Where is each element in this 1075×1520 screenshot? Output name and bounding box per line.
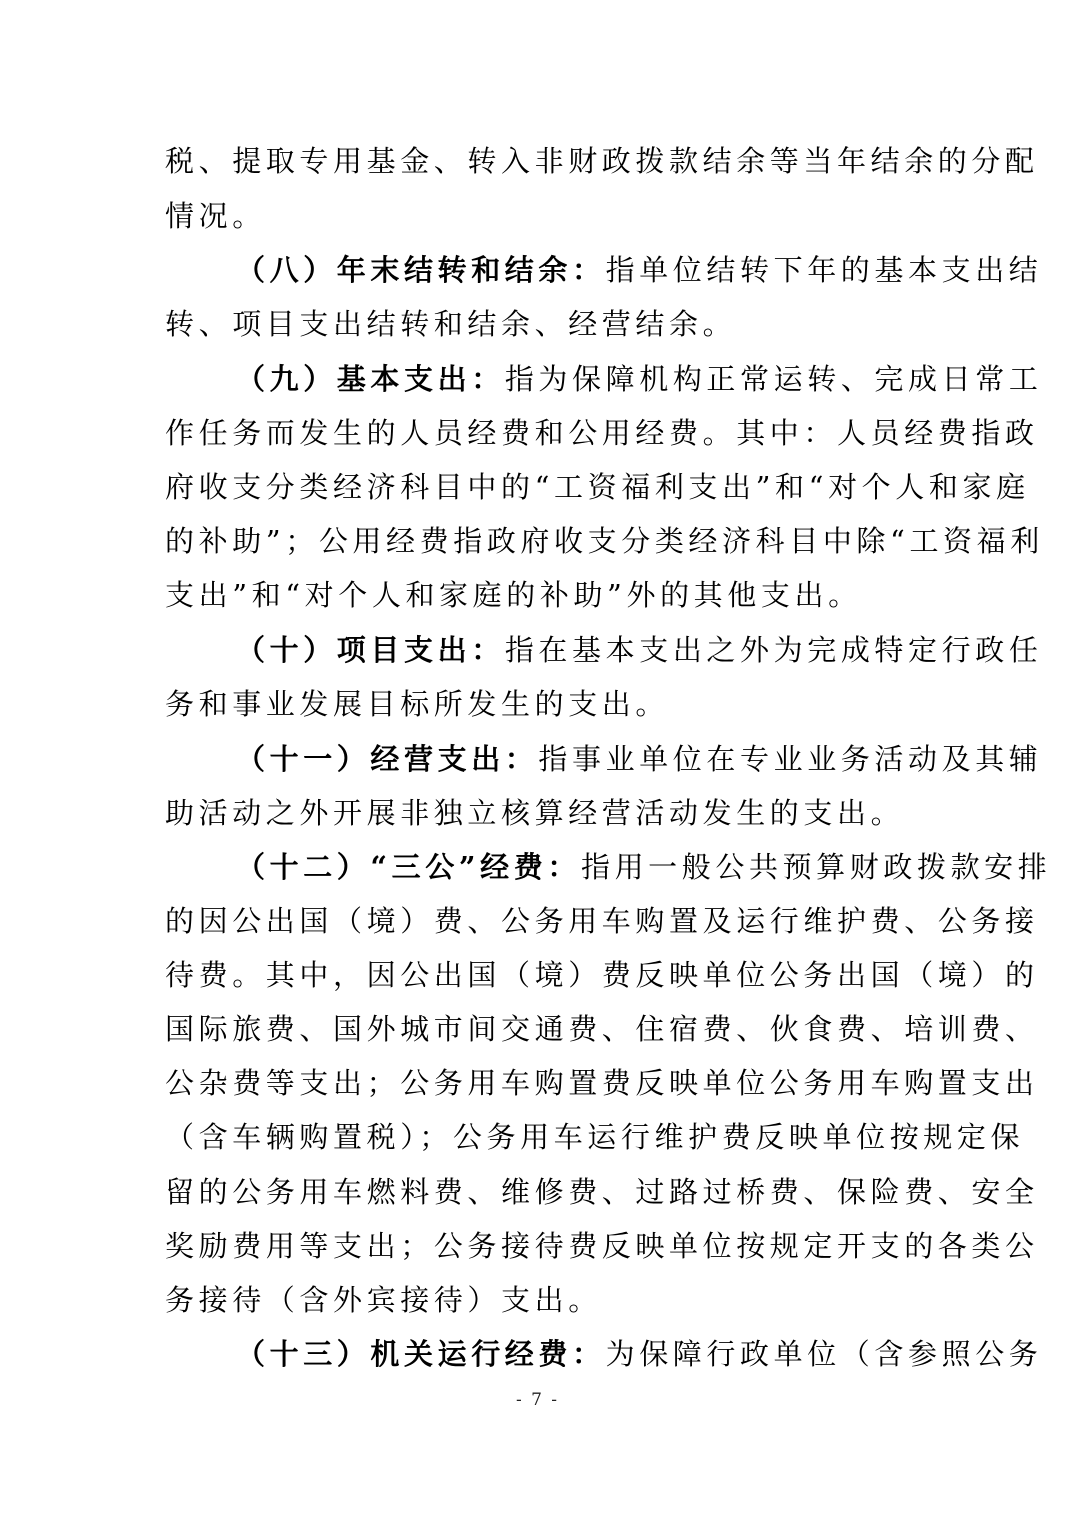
paragraph-line: 公杂费等支出；公务用车购置费反映单位公务用车购置支出 [165, 1066, 1039, 1100]
paragraph-line: （含车辆购置税）；公务用车运行维护费反映单位按规定保 [165, 1120, 1025, 1154]
section-heading-10: （十）项目支出： [236, 633, 505, 667]
paragraph-line: 转、项目支出结转和结余、经营结余。 [165, 307, 737, 341]
section-heading-11: （十一）经营支出： [236, 742, 539, 776]
section-heading-8: （八）年末结转和结余： [236, 253, 606, 287]
paragraph-line: 的因公出国（境）费、公务用车购置及运行维护费、公务接 [165, 904, 1039, 938]
paragraph-12-first-line [236, 841, 1075, 893]
paragraph-text: 为保障行政单位（含参照公务 [605, 1337, 1043, 1371]
paragraph-line: 助活动之外开展非独立核算经营活动发生的支出。 [165, 796, 905, 830]
paragraph-text: 指为保障机构正常运转、完成日常工 [504, 362, 1043, 396]
paragraph-line: 奖励费用等支出；公务接待费反映单位按规定开支的各类公 [165, 1229, 1039, 1263]
paragraph-text: 指在基本支出之外为完成特定行政任 [504, 633, 1043, 667]
page-number: - 7 - [515, 1390, 560, 1410]
paragraph-line: 作任务而发生的人员经费和公用经费。其中：人员经费指政 [165, 416, 1039, 450]
paragraph-line: 务接待（含外宾接待）支出。 [165, 1283, 602, 1317]
paragraph-line: 待费。其中，因公出国（境）费反映单位公务出国（境）的 [165, 958, 1039, 992]
paragraph-line: 国际旅费、国外城市间交通费、住宿费、伙食费、培训费、 [165, 1012, 1039, 1046]
paragraph-line: 支出”和“对个人和家庭的补助”外的其他支出。 [165, 578, 862, 612]
section-heading-12: （十二）“三公”经费： [236, 850, 581, 884]
paragraph-text: 指事业单位在专业业务活动及其辅 [538, 742, 1043, 776]
paragraph-line: 的补助”；公用经费指政府收支分类经济科目中除“工资福利 [165, 524, 1044, 558]
paragraph-8-first-line [236, 244, 1075, 296]
paragraph-line: 府收支分类经济科目中的“工资福利支出”和“对个人和家庭 [165, 470, 1030, 504]
paragraph-line: 留的公务用车燃料费、维修费、过路过桥费、保险费、安全 [165, 1175, 1039, 1209]
paragraph-line: 税、提取专用基金、转入非财政拨款结余等当年结余的分配 [165, 144, 1039, 178]
paragraph-9-first-line [236, 353, 1075, 405]
section-heading-9: （九）基本支出： [236, 362, 505, 396]
section-heading-13: （十三）机关运行经费： [236, 1337, 606, 1371]
paragraph-text: 指用一般公共预算财政拨款安排 [580, 850, 1052, 884]
paragraph-11-first-line [236, 733, 1075, 785]
paragraph-line: 情况。 [165, 199, 266, 233]
paragraph-10-first-line [236, 624, 1075, 676]
paragraph-13-first-line [236, 1328, 1075, 1380]
paragraph-line: 务和事业发展目标所发生的支出。 [165, 687, 670, 721]
paragraph-text: 指单位结转下年的基本支出结 [605, 253, 1043, 287]
